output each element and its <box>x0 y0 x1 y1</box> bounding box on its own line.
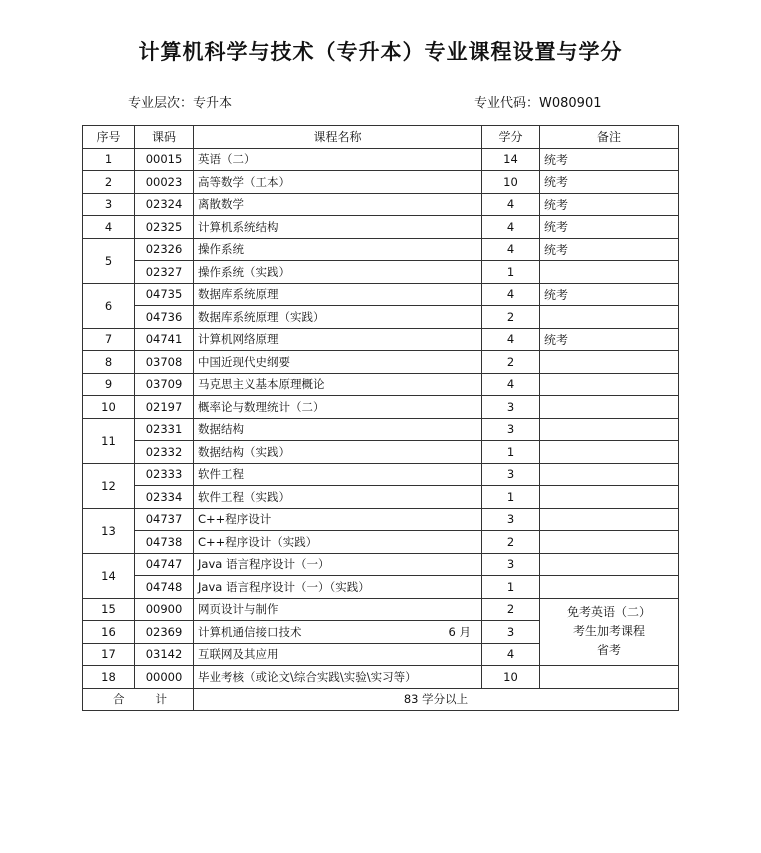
table-row <box>83 193 679 216</box>
row-remark <box>540 261 679 284</box>
total-label-b: 计 <box>155 692 167 707</box>
row-remark: 统考 <box>540 238 679 261</box>
table-row <box>83 598 679 621</box>
row-code: 04735 <box>135 283 194 306</box>
row-remark: 统考 <box>540 171 679 194</box>
row-credit: 1 <box>482 441 540 464</box>
row-remark <box>540 373 679 396</box>
row-credit: 4 <box>482 216 540 239</box>
row-credit: 2 <box>482 598 540 621</box>
row-remark <box>540 666 679 689</box>
row-code: 04738 <box>135 531 194 554</box>
row-code: 00000 <box>135 666 194 689</box>
row-course-name: 数据库系统原理（实践） <box>194 306 482 329</box>
row-seq: 7 <box>83 328 135 351</box>
table-row <box>83 351 679 374</box>
table-row <box>83 576 679 599</box>
table-header-row <box>83 126 679 149</box>
row-remark <box>540 306 679 329</box>
row-code: 02326 <box>135 238 194 261</box>
exam-month-note: 6 月 <box>448 624 471 639</box>
table-row <box>83 283 679 306</box>
table-row <box>83 216 679 239</box>
total-row <box>83 688 679 711</box>
row-course-name-cell <box>194 621 482 644</box>
table-row <box>83 418 679 441</box>
table-row <box>83 306 679 329</box>
row-credit: 3 <box>482 621 540 644</box>
row-seq: 5 <box>83 238 135 283</box>
row-credit: 1 <box>482 576 540 599</box>
row-seq: 15 <box>83 598 135 621</box>
row-credit: 1 <box>482 261 540 284</box>
row-seq: 13 <box>83 508 135 553</box>
row-course-name: C++程序设计 <box>194 508 482 531</box>
table-row <box>83 148 679 171</box>
row-credit: 2 <box>482 531 540 554</box>
row-credit: 14 <box>482 148 540 171</box>
row-course-name: 数据结构（实践） <box>194 441 482 464</box>
row-course-name: 计算机系统结构 <box>194 216 482 239</box>
row-seq: 9 <box>83 373 135 396</box>
row-seq: 10 <box>83 396 135 419</box>
row-course-name: 数据库系统原理 <box>194 283 482 306</box>
row-remark: 统考 <box>540 193 679 216</box>
row-seq: 16 <box>83 621 135 644</box>
row-course-name: 英语（二） <box>194 148 482 171</box>
row-course-name: 计算机通信接口技术 <box>198 624 302 639</box>
total-label-cell <box>83 688 194 711</box>
major-level-label: 专业层次： <box>128 96 194 111</box>
row-course-name: 网页设计与制作 <box>194 598 482 621</box>
table-row <box>83 396 679 419</box>
table-row <box>83 261 679 284</box>
header-seq: 序号 <box>83 126 135 149</box>
row-seq: 12 <box>83 463 135 508</box>
row-credit: 3 <box>482 463 540 486</box>
row-code: 02332 <box>135 441 194 464</box>
row-course-name: 马克思主义基本原理概论 <box>194 373 482 396</box>
row-course-name: 数据结构 <box>194 418 482 441</box>
row-credit: 3 <box>482 508 540 531</box>
merged-remark-line: 省考 <box>596 643 621 658</box>
row-seq: 17 <box>83 643 135 666</box>
row-credit: 2 <box>482 306 540 329</box>
row-seq: 2 <box>83 171 135 194</box>
course-table <box>82 125 679 711</box>
merged-remark-line: 免考英语（二） <box>566 605 651 620</box>
table-row <box>83 553 679 576</box>
row-credit: 4 <box>482 373 540 396</box>
row-seq: 1 <box>83 148 135 171</box>
table-row <box>83 171 679 194</box>
row-remark <box>540 463 679 486</box>
row-code: 02369 <box>135 621 194 644</box>
row-code: 03708 <box>135 351 194 374</box>
row-course-name: 互联网及其应用 <box>194 643 482 666</box>
row-code: 04737 <box>135 508 194 531</box>
table-row <box>83 373 679 396</box>
row-remark <box>540 418 679 441</box>
row-seq: 11 <box>83 418 135 463</box>
row-remark <box>540 508 679 531</box>
row-credit: 3 <box>482 553 540 576</box>
row-code: 02331 <box>135 418 194 441</box>
row-code: 02324 <box>135 193 194 216</box>
row-code: 03142 <box>135 643 194 666</box>
table-row <box>83 486 679 509</box>
row-seq: 4 <box>83 216 135 239</box>
row-course-name: 操作系统 <box>194 238 482 261</box>
table-row <box>83 441 679 464</box>
row-remark <box>540 441 679 464</box>
row-credit: 2 <box>482 351 540 374</box>
row-course-name: 毕业考核（或论文\综合实践\实验\实习等） <box>194 666 482 689</box>
row-remark <box>540 553 679 576</box>
table-row <box>83 463 679 486</box>
major-level <box>128 92 232 111</box>
row-seq: 6 <box>83 283 135 328</box>
row-remark: 统考 <box>540 328 679 351</box>
row-code: 00023 <box>135 171 194 194</box>
table-row <box>83 531 679 554</box>
row-credit: 10 <box>482 171 540 194</box>
row-credit: 4 <box>482 193 540 216</box>
row-seq: 14 <box>83 553 135 598</box>
row-course-name: Java 语言程序设计（一）（实践） <box>194 576 482 599</box>
row-remark <box>540 396 679 419</box>
row-code: 04748 <box>135 576 194 599</box>
total-value: 83 学分以上 <box>194 688 679 711</box>
row-credit: 4 <box>482 283 540 306</box>
row-credit: 3 <box>482 418 540 441</box>
row-code: 04747 <box>135 553 194 576</box>
header-remark: 备注 <box>540 126 679 149</box>
row-seq: 18 <box>83 666 135 689</box>
row-credit: 10 <box>482 666 540 689</box>
table-row <box>83 666 679 689</box>
row-course-name: C++程序设计（实践） <box>194 531 482 554</box>
row-course-name: 操作系统（实践） <box>194 261 482 284</box>
row-code: 02325 <box>135 216 194 239</box>
merged-remark-line: 考生加考课程 <box>572 624 645 639</box>
row-seq: 3 <box>83 193 135 216</box>
row-course-name: 软件工程（实践） <box>194 486 482 509</box>
row-course-name: Java 语言程序设计（一） <box>194 553 482 576</box>
header-credit: 学分 <box>482 126 540 149</box>
row-course-name: 概率论与数理统计（二） <box>194 396 482 419</box>
row-course-name: 计算机网络原理 <box>194 328 482 351</box>
table-row <box>83 508 679 531</box>
row-remark <box>540 531 679 554</box>
row-code: 00900 <box>135 598 194 621</box>
row-remark: 统考 <box>540 216 679 239</box>
major-code-label: 专业代码： <box>474 96 540 111</box>
row-code: 04741 <box>135 328 194 351</box>
row-credit: 4 <box>482 238 540 261</box>
row-code: 02197 <box>135 396 194 419</box>
row-remark: 统考 <box>540 283 679 306</box>
major-code <box>474 92 602 111</box>
row-credit: 4 <box>482 643 540 666</box>
header-name: 课程名称 <box>194 126 482 149</box>
row-code: 03709 <box>135 373 194 396</box>
row-remark <box>540 576 679 599</box>
row-credit: 1 <box>482 486 540 509</box>
row-remark <box>540 351 679 374</box>
row-course-name: 软件工程 <box>194 463 482 486</box>
total-label-a: 合 <box>113 692 125 707</box>
row-code: 02327 <box>135 261 194 284</box>
major-code-value: W080901 <box>539 96 602 111</box>
merged-remark-cell <box>540 598 679 666</box>
major-level-value: 专升本 <box>193 96 233 111</box>
table-row <box>83 238 679 261</box>
row-credit: 3 <box>482 396 540 419</box>
row-code: 02333 <box>135 463 194 486</box>
row-code: 02334 <box>135 486 194 509</box>
row-code: 00015 <box>135 148 194 171</box>
row-remark <box>540 486 679 509</box>
row-course-name: 高等数学（工本） <box>194 171 482 194</box>
row-code: 04736 <box>135 306 194 329</box>
table-row <box>83 328 679 351</box>
row-course-name: 中国近现代史纲要 <box>194 351 482 374</box>
row-remark: 统考 <box>540 148 679 171</box>
page-title: 计算机科学与技术（专升本）专业课程设置与学分 <box>138 40 623 64</box>
row-seq: 8 <box>83 351 135 374</box>
row-credit: 4 <box>482 328 540 351</box>
row-course-name: 离散数学 <box>194 193 482 216</box>
header-code: 课码 <box>135 126 194 149</box>
